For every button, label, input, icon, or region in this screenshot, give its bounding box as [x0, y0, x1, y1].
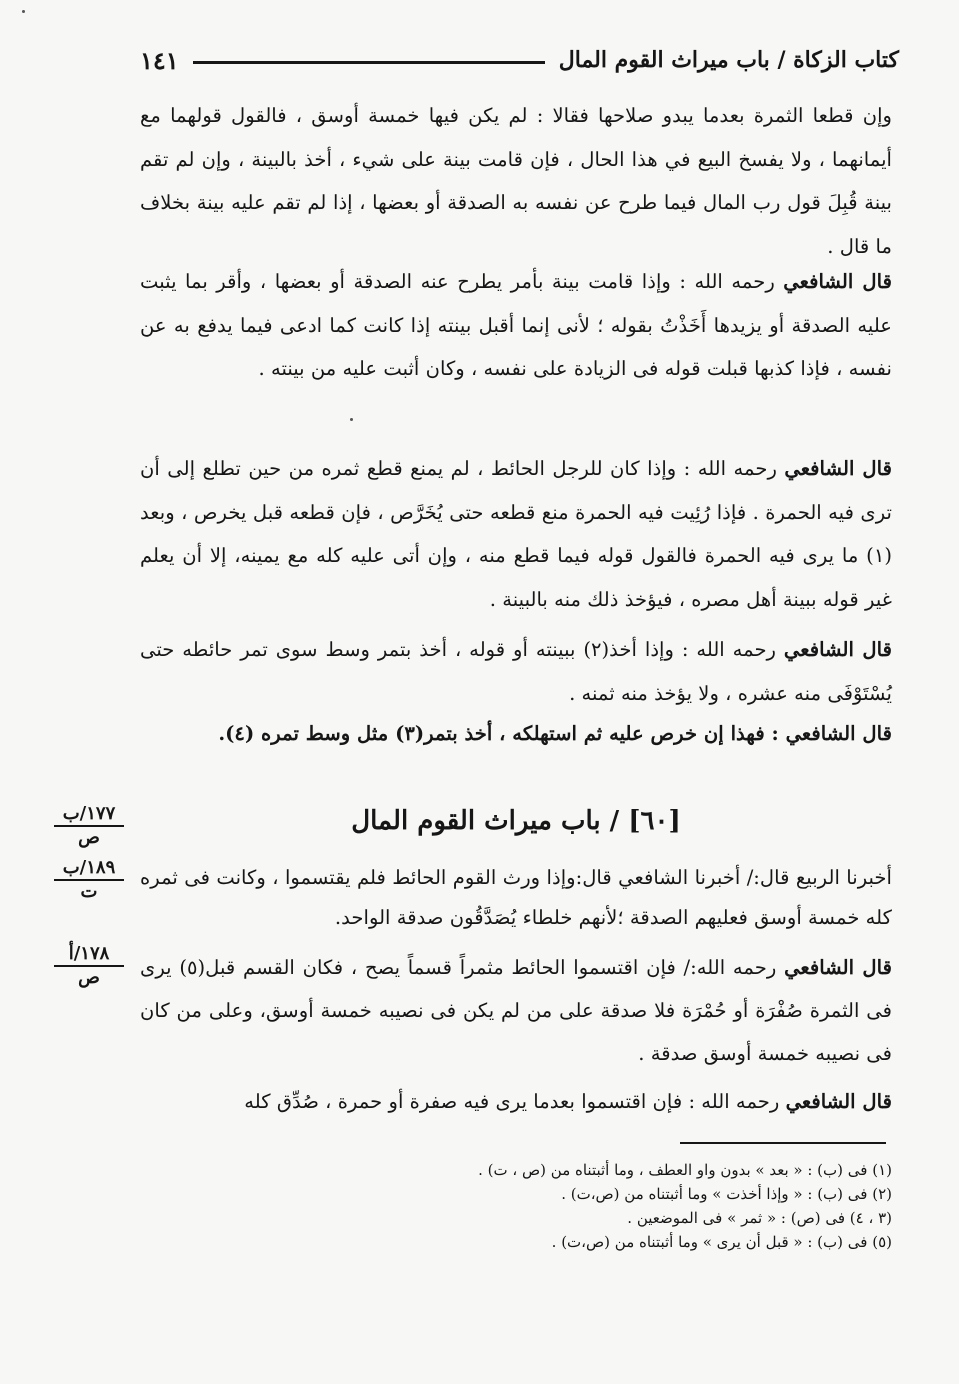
paragraph-7 — [140, 946, 892, 1075]
speaker-label: قال الشافعي — [785, 1090, 892, 1113]
speaker-label: قال الشافعي — [784, 457, 892, 480]
footnote: (٣ ، ٤) فى (ص) : « ثمر » فى الموضعين . — [627, 1209, 892, 1227]
scan-speck — [350, 418, 353, 421]
paragraph-text: أخبرنا الربيع قال:/ أخبرنا الشافعي قال:وإذا ورث القوم الحائط فلم يقتسموا ، وكانت فى ثمره كله خمسة أوسق فعليهم الصدقة ؛لأنهم خلطاء يُصَدَّقُون صدقة الواحد. — [140, 866, 892, 929]
paragraph-text: وإن قطعا الثمرة بعدما يبدو صلاحها فقالا : لم يكن فيها خمسة أوسق ، فالقول قولهما مع أيمانهما ، ولا يفسخ البيع في هذا الحال ، فإن قامت بينة على شيء ، أخذ بالبينة ، وإن لم تقم بينة قُبِلَ قول رب المال فيما طرح عن نفسه به الصدقة أو بعضها ، إذا لم تقم عليه بينة بخلاف ما قال . — [140, 104, 893, 258]
paragraph-5 — [140, 712, 892, 756]
section-heading: [٦٠] / باب ميراث القوم المال — [351, 806, 681, 836]
footnote: (١) فى (ب) : « بعد » بدون واو العطف ، وما أثبتناه من (ص ، ت) . — [478, 1161, 892, 1179]
speaker-label: قال الشافعي — [783, 638, 892, 661]
paragraph-text: رحمه الله : وإذا أخذ(٢) ببينته أو قوله ، أخذ بتمر وسط سوى تمر حائطه حتى يُسْتَوْفَى منه عشره ، ولا يؤخذ منه ثمنه . — [140, 638, 892, 705]
margin-note-manuscript-folio — [54, 804, 124, 848]
speaker-label: قال الشافعي — [785, 722, 892, 745]
folio-number: ١٧٧/ب — [54, 804, 124, 827]
paragraph-6 — [140, 858, 892, 938]
paragraph-text: رحمه الله:/ فإن اقتسموا الحائط مثمراً قسماً يصح ، فكان القسم قبل(٥) يرى فى الثمرة صُفْرَة أو حُمْرَة فلا صدقة على من لم يكن فى نصيبه خمسة أوسق، وعلى من كان فى نصيبه خمسة أوسق صدقة . — [140, 956, 892, 1065]
folio-number: ١٨٩/ب — [54, 858, 124, 881]
margin-note-manuscript-folio — [54, 944, 124, 988]
footnotes — [140, 1158, 892, 1254]
footnote: (٥) فى (ب) : « قبل أن يرى » وما أثبتناه من (ص،ت) . — [551, 1233, 892, 1251]
paragraph-text: رحمه الله : فإن اقتسموا بعدما يرى فيه صفرة أو حمرة ، صُدِّق كله — [244, 1090, 786, 1113]
paragraph-text: رحمه الله : وإذا كان للرجل الحائط ، لم يمنع قطع ثمره من حين تطلع إلى أن ترى فيه الحمرة . فإذا رُئِيت فيه الحمرة منع قطعه حتى يُخَرَّص ، فإن قطعه قبل يخرص ، وبعد (١) ما يرى فيه الحمرة فالقول قوله فيما قطع منه ، وإن أتى عليه كله مع يمينه، إلا أن يعلم غير قوله ببينة أهل مصره ، فيؤخذ ذلك منه بالبينة . — [140, 457, 892, 611]
paragraph-3 — [140, 447, 892, 621]
scan-speck — [22, 10, 25, 13]
folio-source: ت — [80, 881, 98, 902]
running-title: كتاب الزكاة / باب ميراث القوم المال — [558, 47, 899, 73]
paragraph-text: : فهذا إن خرص عليه ثم استهلكه ، أخذ بتمر(٣) مثل وسط تمره (٤). — [218, 722, 786, 745]
speaker-label: قال الشافعي — [784, 956, 892, 979]
running-head — [140, 40, 899, 80]
folio-source: ص — [78, 827, 100, 848]
paragraph-text: رحمه الله : وإذا قامت بينة بأمر يطرح عنه الصدقة أو بعضها ، وأقر بما يثبت عليه الصدقة أو يزيدها أَخَذْتُ بقوله ؛ لأنى إنما أقبل بينته إذا كانت كما ادعى فيما يدفع به عن نفسه ، فإذا كذبها قبلت قوله فى الزيادة على نفسه ، وكان أثبت عليه من بينته . — [140, 270, 892, 380]
folio-number: ١٧٨/أ — [54, 944, 124, 967]
paragraph-8 — [140, 1080, 892, 1124]
margin-note-manuscript-folio — [54, 858, 124, 902]
paragraph-4 — [140, 628, 892, 715]
header-rule — [193, 61, 545, 64]
footnote: (٢) فى (ب) : « وإذا أخذت » وما أثبتناه من (ص،ت) . — [561, 1185, 892, 1203]
page-number: ١٤١ — [140, 45, 179, 75]
paragraph-2 — [140, 260, 892, 391]
folio-source: ص — [78, 967, 100, 988]
footnote-divider — [680, 1142, 886, 1144]
paragraph-1 — [140, 94, 892, 268]
speaker-label: قال الشافعي — [783, 270, 892, 293]
